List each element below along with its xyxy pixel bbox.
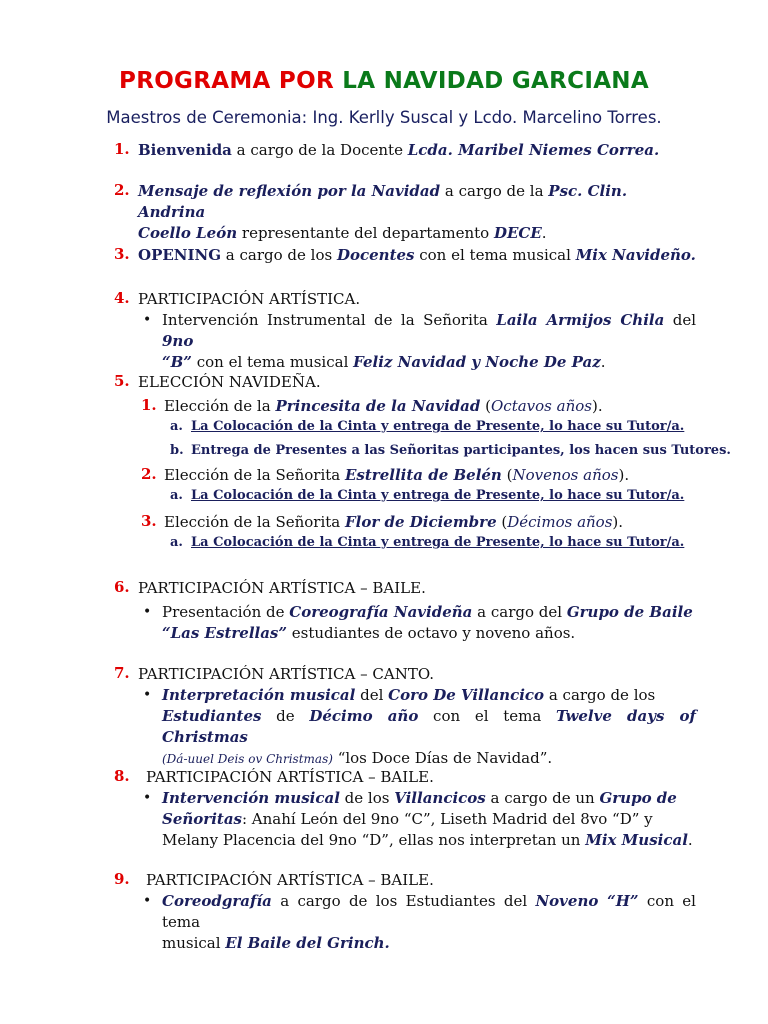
item-bullet-text (162, 685, 696, 770)
item-bullet-text (162, 602, 696, 644)
grade-group: Décimos años (507, 513, 613, 531)
course-section: “B” (162, 353, 192, 371)
text-span: estudiantes de octavo y noveno años. (287, 624, 576, 642)
performance-name: Intervención musical (162, 789, 340, 807)
bullet-icon: • (143, 893, 152, 909)
text-span: de los (339, 789, 395, 807)
item-bullet-text (162, 310, 696, 373)
item-3-title: OPENING (138, 246, 222, 264)
item-number: 5. (114, 372, 130, 390)
item-1-text: a cargo de la Docente (231, 141, 408, 159)
item-2-person: Psc. Clin. Andrina (138, 182, 628, 221)
text-span: ). (612, 513, 624, 531)
text-span: ( (480, 397, 491, 415)
sub-item-text (164, 396, 603, 417)
item-bullet-text (162, 891, 696, 954)
performers-list-cont: Melany Placencia del 9no “D”, ellas nos interpretan un (162, 831, 586, 849)
group-name-cont: “Las Estrellas” (162, 624, 288, 642)
text-span: con el tema musical (191, 353, 354, 371)
song-title: Feliz Navidad y Noche De Paz (353, 353, 601, 371)
sub-sub-letter: a. (170, 535, 183, 550)
group-name: Coro De Villancico (388, 686, 545, 704)
item-number: 8. (114, 767, 130, 785)
text-span: Elección de la Señorita (164, 466, 345, 484)
text-span: . (687, 831, 693, 849)
page-title (0, 68, 768, 94)
sub-sub-letter: a. (170, 488, 183, 503)
sub-sub-text: La Colocación de la Cinta y entrega de Presente, lo hace su Tutor/a. (191, 419, 685, 434)
bullet-icon: • (143, 687, 152, 703)
sub-item-number: 3. (141, 512, 157, 530)
bullet-icon: • (143, 604, 152, 620)
item-2-end: . (541, 224, 547, 242)
item-number: 9. (114, 870, 130, 888)
item-number: 3. (114, 245, 130, 263)
text-span: Presentación de (162, 603, 290, 621)
group-name-2: Grupo de (599, 789, 677, 807)
group-name: Grupo de Baile (566, 603, 693, 621)
item-heading: PARTICIPACIÓN ARTÍSTICA – CANTO. (138, 665, 435, 683)
item-number: 1. (114, 140, 130, 158)
title-part-green: LA NAVIDAD GARCIANA (342, 68, 649, 94)
sub-sub-text: Entrega de Presentes a las Señoritas participantes, los hacen sus Tutores. (191, 443, 731, 458)
item-heading: PARTICIPACIÓN ARTÍSTICA – BAILE. (146, 871, 434, 889)
text-span: Elección de la Señorita (164, 513, 345, 531)
item-heading: ELECCIÓN NAVIDEÑA. (138, 373, 321, 391)
item-3-text-2: con el tema musical (414, 246, 576, 264)
bullet-icon: • (143, 312, 152, 328)
item-number: 7. (114, 664, 130, 682)
sub-sub-letter: b. (170, 443, 184, 458)
sub-item-text (164, 512, 623, 533)
title-part-red: PROGRAMA POR (119, 68, 343, 94)
text-span: a cargo de los Estudiantes del (271, 892, 536, 910)
group-name-cont: Señoritas (162, 810, 242, 828)
text-span: a cargo del (472, 603, 567, 621)
item-3-text: a cargo de los (221, 246, 337, 264)
course-name: 9no (162, 332, 194, 350)
text-span: ( (501, 466, 513, 484)
text-span: Intervención Instrumental de la Señorita (162, 311, 497, 329)
text-span: ( (496, 513, 508, 531)
song-title: Twelve days of Christmas (162, 707, 696, 746)
item-1-person: Lcda. Maribel Niemes Correa. (407, 141, 660, 159)
song-title: El Baile del Grinch. (225, 934, 390, 952)
performance-name: Interpretación musical (162, 686, 356, 704)
performer-name: Laila Armijos Chila (496, 311, 665, 329)
text-span: . (600, 353, 606, 371)
text-span: a cargo de un (485, 789, 600, 807)
group-name: Villancicos (394, 789, 486, 807)
item-text (138, 181, 698, 244)
text-span: con el tema (418, 707, 556, 725)
item-3-performers: Docentes (336, 246, 415, 264)
item-number: 6. (114, 578, 130, 596)
text-span: musical (162, 934, 226, 952)
text-span: del (355, 686, 389, 704)
performers: Estudiantes (162, 707, 262, 725)
sub-sub-text: La Colocación de la Cinta y entrega de Presente, lo hace su Tutor/a. (191, 535, 685, 550)
sub-item-number: 2. (141, 465, 157, 483)
text-span: ). (591, 397, 603, 415)
title-name: Flor de Diciembre (345, 513, 497, 531)
performance-name: Coreodgrafía (162, 892, 272, 910)
title-name: Princesita de la Navidad (275, 397, 481, 415)
sub-sub-text: La Colocación de la Cinta y entrega de Presente, lo hace su Tutor/a. (191, 488, 685, 503)
text-span: a cargo de los (544, 686, 656, 704)
item-3-song: Mix Navideño. (575, 246, 696, 264)
performers-list: : Anahí León del 9no “C”, Liseth Madrid del 8vo “D” y (241, 810, 653, 828)
sub-item-text (164, 465, 629, 486)
item-2-text-2: representante del departamento (237, 224, 494, 242)
item-2-text: a cargo de la (440, 182, 549, 200)
sub-sub-letter: a. (170, 419, 183, 434)
translation: “los Doce Días de Navidad”. (332, 749, 553, 767)
grade-group: Octavos años (491, 397, 592, 415)
item-text (138, 140, 698, 161)
item-2-dept: DECE (493, 224, 542, 242)
sub-item-number: 1. (141, 396, 157, 414)
song-title: Mix Musical (585, 831, 688, 849)
item-2-title: Mensaje de reflexión por la Navidad (138, 182, 441, 200)
grade: Décimo año (309, 707, 419, 725)
bullet-icon: • (143, 790, 152, 806)
title-name: Estrellita de Belén (345, 466, 502, 484)
item-heading: PARTICIPACIÓN ARTÍSTICA – BAILE. (138, 579, 426, 597)
item-2-person-cont: Coello León (138, 224, 238, 242)
page-subtitle: Maestros de Ceremonia: Ing. Kerlly Suscal y Lcdo. Marcelino Torres. (106, 108, 662, 127)
text-span: ). (618, 466, 630, 484)
grade-group: Novenos años (512, 466, 619, 484)
item-heading: PARTICIPACIÓN ARTÍSTICA – BAILE. (146, 768, 434, 786)
text-span: con el tema (162, 892, 696, 931)
group-name: Noveno “H” (535, 892, 639, 910)
item-1-title: Bienvenida (138, 141, 232, 159)
performance-name: Coreografía Navideña (289, 603, 473, 621)
item-number: 2. (114, 181, 130, 199)
text-span: de (261, 707, 310, 725)
text-span: Elección de la (164, 397, 276, 415)
item-text (138, 245, 708, 266)
item-number: 4. (114, 289, 130, 307)
text-span: del (664, 311, 697, 329)
item-heading: PARTICIPACIÓN ARTÍSTICA. (138, 290, 361, 308)
item-bullet-text (162, 788, 696, 851)
pronunciation: (Dá-uuel Deis ov Christmas) (162, 752, 333, 766)
